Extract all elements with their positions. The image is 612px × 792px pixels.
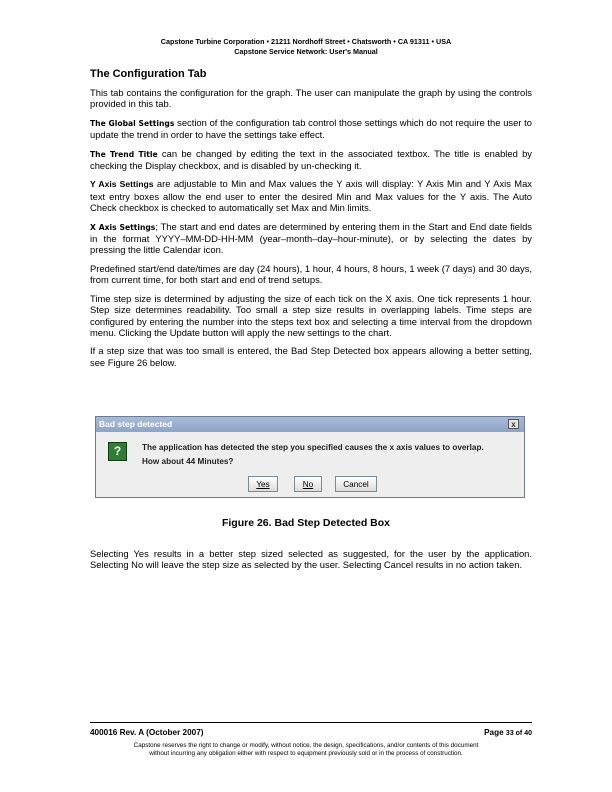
predefined-paragraph: Predefined start/end date/times are day (24 hours), 1 hour, 4 hours, 8 hours, 1 week (7 days) and 30 days, from current time, for both start and end of trend setups.: [90, 262, 532, 286]
footer-page-label: Page: [484, 728, 506, 737]
bad-step-dialog: [95, 416, 525, 498]
main-content: [90, 68, 532, 375]
dialog-message: [142, 441, 484, 469]
footer-page-value: 33 of 40: [505, 730, 532, 737]
closing-section: [90, 548, 532, 578]
no-button[interactable]: No: [294, 476, 322, 492]
dialog-title: Bad step detected: [99, 419, 173, 429]
disclaimer-line1: Capstone reserves the right to change or modify, without notice, the design, specifications, and/or contents of this document: [133, 742, 479, 749]
x-axis-paragraph: [90, 221, 532, 256]
footer-doc-id: 400016 Rev. A (October 2007): [90, 728, 204, 737]
dialog-message-line2: How about 44 Minutes?: [142, 457, 234, 466]
footer-page-number: [484, 728, 532, 737]
figure-caption: Figure 26. Bad Step Detected Box: [221, 517, 391, 529]
global-settings-text: section of the configuration tab control those settings which do not require the user to update the trend in order to have the settings take effect.: [90, 116, 533, 141]
dialog-titlebar[interactable]: [96, 417, 524, 432]
intro-paragraph: This tab contains the configuration for the graph. The user can manipulate the graph by using the controls provided in this tab.: [90, 87, 532, 110]
y-axis-text: are adjustable to Min and Max values the Y axis will display: Y Axis Min and Y Axis Max text entry boxes allow the end user to enter the desired Min and Max values for the Y axis. The Auto Check checkbox is checked to automatically set Max and Min limits.: [90, 178, 532, 214]
yes-button[interactable]: Yes: [248, 476, 278, 492]
trend-title-text: can be changed by editing the text in the associated textbox. The title is enabled by checking the Display checkbox, and is disabled by un-checking it.: [90, 147, 532, 172]
global-settings-paragraph: [90, 117, 532, 141]
footer-divider: [90, 722, 532, 723]
time-step-paragraph: Time step size is determined by adjusting the size of each tick on the X axis. One tick represents 1 hour. Step size determines readability. Too small a step size results in overlapping labels. Time steps are configured by entering the number into the steps text box and selecting a time interval from the dropdown menu. Clicking the Update button will apply the new settings to the chart.: [90, 292, 532, 338]
y-axis-paragraph: [90, 178, 532, 213]
header-address: Capstone Turbine Corporation • 21211 Nordhoff Street • Chatsworth • CA 91311 • USA: [160, 37, 452, 46]
close-icon[interactable]: x: [508, 419, 519, 429]
y-axis-term: Y Axis Settings: [90, 179, 154, 190]
header-manual-title: Capstone Service Network: User's Manual: [234, 47, 378, 56]
x-axis-text: ; The start and end dates are determined by entering them in the Start and End date fields in the format YYYY–MM-DD-HH-MM (year–month–day–hour-minute), or by selecting the dates by pressing the little Calendar icon.: [90, 220, 532, 256]
disclaimer-line2: without incurring any obligation either with respect to equipment previously sold or in the process of construction.: [149, 750, 463, 757]
question-icon: ?: [108, 442, 127, 461]
trend-title-paragraph: [90, 148, 532, 172]
trend-title-term: The Trend Title: [90, 149, 158, 159]
page-header: [0, 37, 612, 57]
footer-disclaimer: [0, 742, 612, 758]
global-settings-term: The Global Settings: [90, 118, 175, 128]
x-axis-term: X Axis Settings: [90, 222, 156, 232]
section-title: The Configuration Tab: [90, 68, 207, 80]
bad-step-paragraph: If a step size that was too small is entered, the Bad Step Detected box appears allowing a better setting, see Figure 26 below.: [90, 345, 532, 368]
cancel-button[interactable]: Cancel: [335, 476, 377, 492]
dialog-message-line1: The application has detected the step you specified causes the x axis values to overlap.: [142, 443, 484, 452]
closing-paragraph: Selecting Yes results in a better step sized selected as suggested, for the user by the application. Selecting No will leave the step size as selected by the user. Selecting Cancel results in no action taken.: [90, 548, 532, 571]
